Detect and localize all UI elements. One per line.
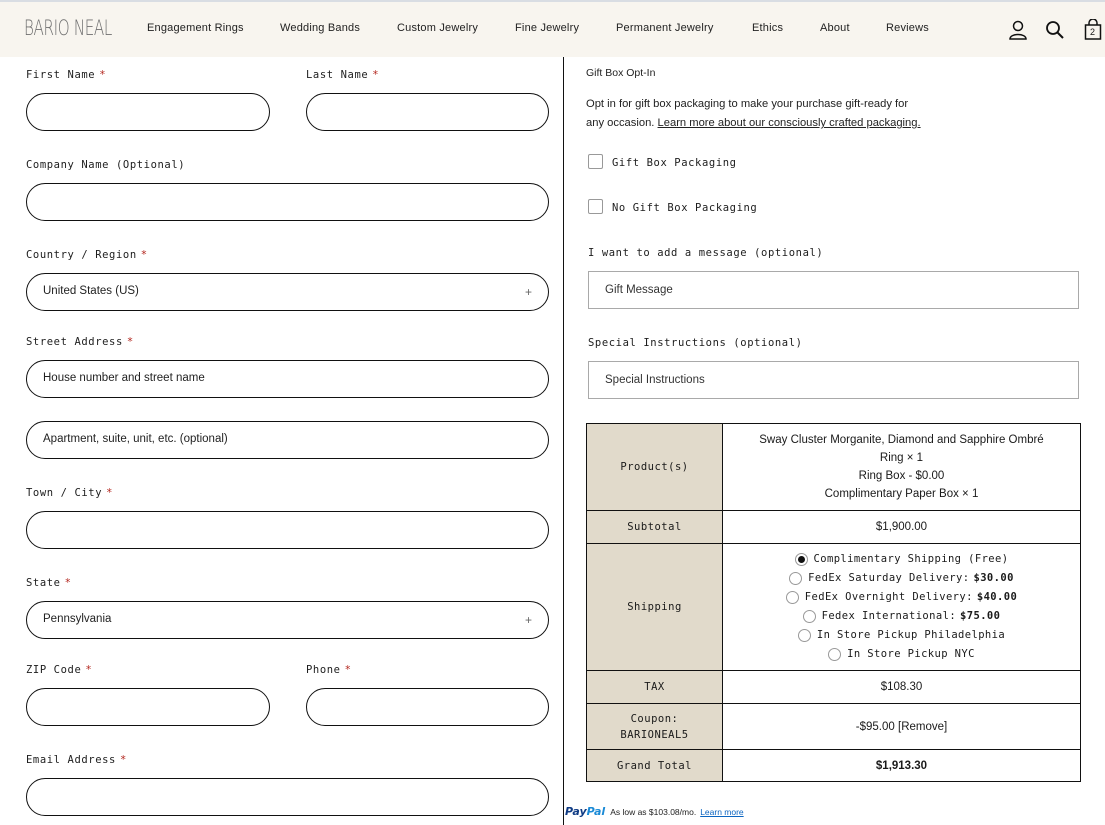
radio-button[interactable] [795,553,808,566]
special-instructions-input[interactable] [588,361,1079,399]
country-label: Country / Region * [26,249,148,261]
search-icon[interactable] [1044,19,1066,41]
paypal-logo: PayPal [565,805,606,818]
zip-label: ZIP Code * [26,664,93,676]
product-line: Ring × 1 [879,452,924,464]
coupon-header: Coupon: BARIONEAL5 [587,704,723,749]
coupon-cell [723,704,1080,749]
zip-input[interactable] [26,688,270,726]
chevron-down-icon: + [524,613,532,627]
first-name-label: First Name * [26,69,107,81]
subtotal-header: Subtotal [587,511,723,543]
street-label: Street Address * [26,336,134,348]
tax-value: $108.30 [880,681,923,693]
coupon-row [587,704,1080,750]
email-label: Email Address * [26,754,127,766]
product-line: Sway Cluster Morganite, Diamond and Sapphire Ombré [759,434,1044,446]
state-label: State * [26,577,72,589]
company-label: Company Name (Optional) [26,159,186,171]
order-summary-table [586,423,1081,782]
nav-custom-jewelry[interactable]: Custom Jewelry [397,22,479,34]
gift-box-option-label: Gift Box Packaging [612,157,737,169]
nav-reviews[interactable]: Reviews [886,22,929,34]
tax-header: TAX [587,671,723,703]
apartment-input[interactable] [26,421,549,459]
country-value: United States (US) [43,285,139,297]
site-logo[interactable]: BARIO NEAL [24,16,112,40]
product-line: Complimentary Paper Box × 1 [824,488,979,500]
gift-message-input[interactable] [588,271,1079,309]
coupon-value: -$95.00 [855,720,895,733]
city-input[interactable] [26,511,549,549]
nav-engagement-rings[interactable]: Engagement Rings [147,22,244,34]
chevron-down-icon: + [524,285,532,299]
nav-wedding-bands[interactable]: Wedding Bands [280,22,361,34]
paypal-learn-more-link[interactable]: Learn more [700,806,744,817]
shipping-option-pickup-nyc[interactable]: In Store Pickup NYC [828,645,975,664]
coupon-remove-link[interactable]: [Remove] [898,720,948,733]
gift-box-desc-2: any occasion. Learn more about our consciously crafted packaging. [586,117,921,129]
last-name-label: Last Name * [306,69,380,81]
email-input[interactable] [26,778,549,816]
gift-box-title: Gift Box Opt-In [586,67,656,79]
products-row [587,424,1080,511]
shipping-header: Shipping [587,544,723,670]
street-placeholder: House number and street name [43,372,205,384]
shipping-row [587,544,1080,671]
radio-button[interactable] [798,629,811,642]
grand-total-row [587,750,1080,781]
first-name-input[interactable] [26,93,270,131]
state-select[interactable] [26,601,549,639]
phone-input[interactable] [306,688,549,726]
shipping-option-saturday[interactable]: FedEx Saturday Delivery: $30.00 [789,569,1014,588]
cart-count: 2 [1090,27,1096,37]
paypal-pay-later-banner [565,805,744,818]
radio-button[interactable] [786,591,799,604]
grand-total-header: Grand Total [587,750,723,781]
gift-box-checkbox[interactable] [588,154,603,169]
street-input[interactable] [26,360,549,398]
radio-button[interactable] [828,648,841,661]
radio-button[interactable] [789,572,802,585]
gift-message-label: I want to add a message (optional) [588,247,824,259]
special-instructions-label: Special Instructions (optional) [588,337,803,349]
grand-total-value: $1,913.30 [875,759,928,772]
nav-ethics[interactable]: Ethics [752,22,784,34]
paypal-text: As low as $103.08/mo. [610,806,697,817]
subtotal-value: $1,900.00 [875,521,928,533]
subtotal-row [587,511,1080,544]
products-cell [723,424,1080,510]
packaging-link[interactable]: Learn more about our consciously crafted packaging. [657,117,921,129]
site-header [0,0,1105,57]
last-name-input[interactable] [306,93,549,131]
gift-box-desc: Opt in for gift box packaging to make your purchase gift-ready for [586,98,909,110]
no-gift-box-option-label: No Gift Box Packaging [612,202,758,214]
special-instructions-placeholder: Special Instructions [605,374,705,386]
phone-label: Phone * [306,664,352,676]
coupon-code: BARIONEAL5 [620,728,689,741]
column-divider [563,57,564,825]
radio-button[interactable] [803,610,816,623]
shipping-option-overnight[interactable]: FedEx Overnight Delivery: $40.00 [786,588,1017,607]
nav-fine-jewelry[interactable]: Fine Jewelry [515,22,580,34]
state-value: Pennsylvania [43,613,112,625]
gift-message-placeholder: Gift Message [605,284,673,296]
product-line: Ring Box - $0.00 [858,470,945,482]
shipping-option-complimentary[interactable]: Complimentary Shipping (Free) [795,550,1009,569]
tax-row [587,671,1080,704]
apartment-placeholder: Apartment, suite, unit, etc. (optional) [43,433,228,445]
nav-about[interactable]: About [820,22,850,34]
no-gift-box-checkbox[interactable] [588,199,603,214]
products-header: Product(s) [587,424,723,510]
cart-button[interactable] [1084,19,1102,41]
city-label: Town / City * [26,487,114,499]
shipping-options [723,544,1080,670]
nav-permanent-jewelry[interactable]: Permanent Jewelry [616,22,714,34]
shipping-option-international[interactable]: Fedex International: $75.00 [803,607,1001,626]
country-select[interactable] [26,273,549,311]
account-icon[interactable] [1007,19,1029,41]
shipping-option-pickup-philadelphia[interactable]: In Store Pickup Philadelphia [798,626,1005,645]
company-input[interactable] [26,183,549,221]
